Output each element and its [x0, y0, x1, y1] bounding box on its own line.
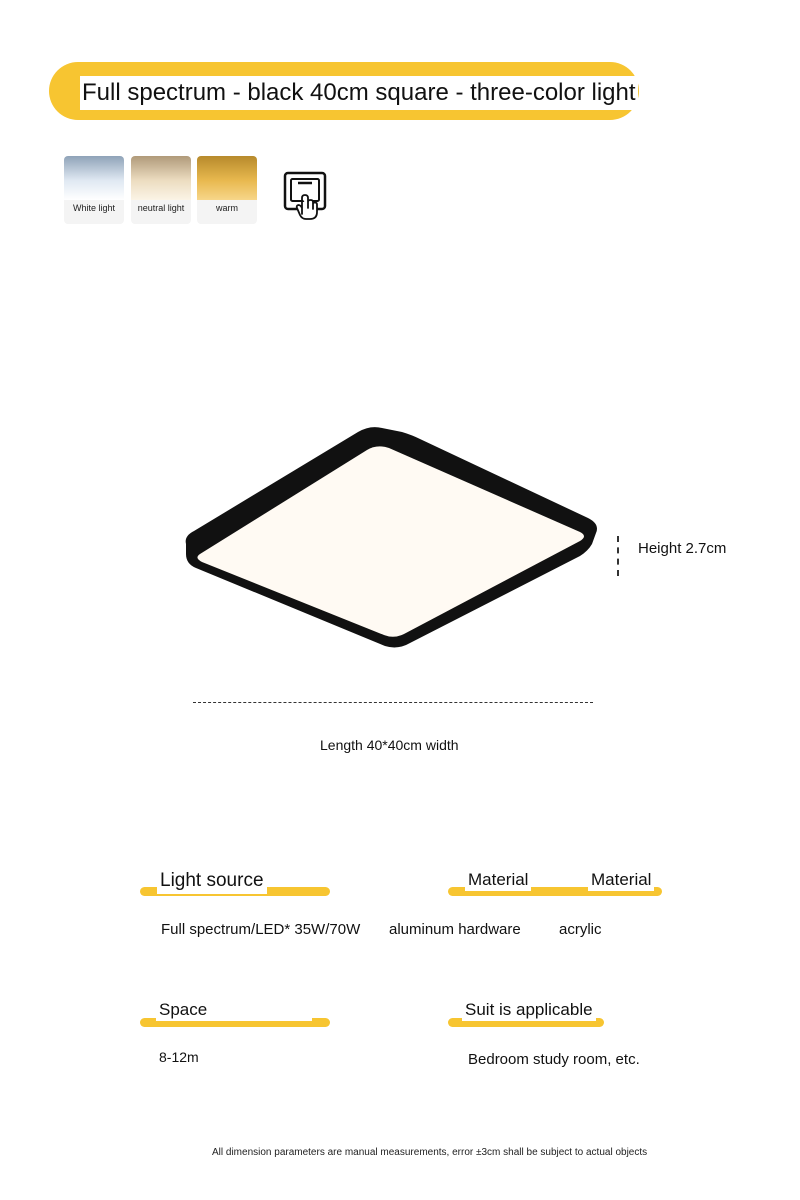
suit-value: Bedroom study room, etc. [468, 1051, 640, 1068]
light-source-label: Light source [157, 868, 267, 894]
ceiling-lamp-illustration [180, 418, 610, 664]
swatch-warm-label: warm [197, 200, 257, 224]
footnote: All dimension parameters are manual measurements, error ±3cm shall be subject to actual objects [212, 1147, 648, 1158]
page-title: Full spectrum - black 40cm square - three-color light [80, 76, 638, 110]
material-label-1: Material [465, 869, 531, 891]
swatch-white-label: White light [64, 200, 124, 224]
suit-label: Suit is applicable [462, 999, 596, 1021]
swatch-neutral-gradient [131, 156, 191, 200]
swatch-neutral-label: neutral light [131, 200, 191, 224]
wall-switch-icon [282, 170, 330, 222]
height-dimension-label: Height 2.7cm [638, 540, 727, 557]
material-label-2: Material [588, 869, 654, 891]
material-value-2: acrylic [559, 921, 602, 938]
lamp-panel [197, 446, 584, 636]
height-dimension-line [617, 536, 619, 576]
light-source-value: Full spectrum/LED* 35W/70W [161, 921, 361, 938]
material-value-1: aluminum hardware [389, 921, 521, 938]
swatch-white-light [64, 156, 124, 224]
swatch-neutral-light [131, 156, 191, 224]
swatch-warm-gradient [197, 156, 257, 200]
space-value: 8-12m [159, 1049, 199, 1065]
length-dimension-label: Length 40*40cm width [320, 737, 459, 753]
swatch-warm-light [197, 156, 257, 224]
length-dimension-line [193, 702, 593, 703]
swatch-white-gradient [64, 156, 124, 200]
space-label: Space [156, 999, 312, 1021]
